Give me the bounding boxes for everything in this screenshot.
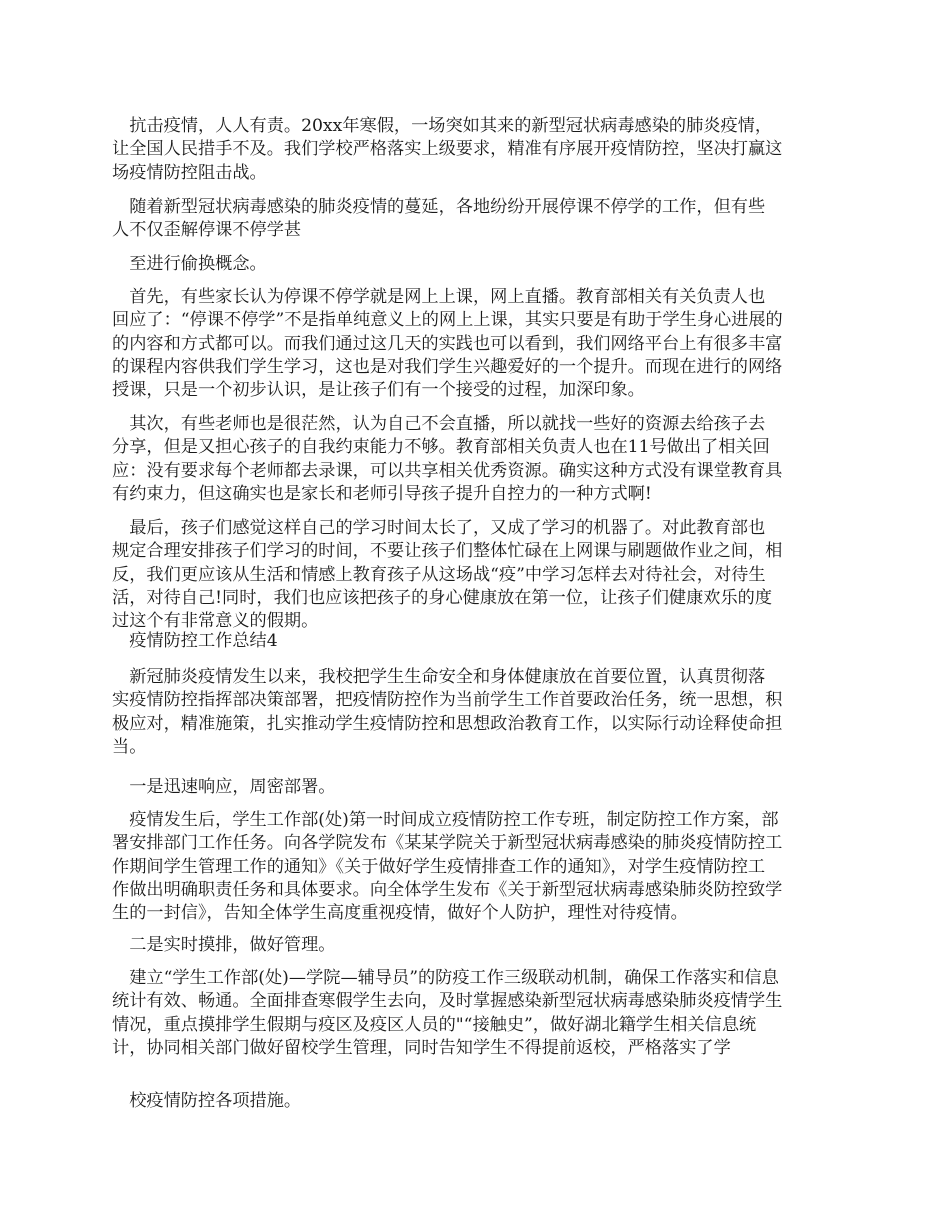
paragraph-screening xyxy=(112,967,838,1060)
text-line: 的课程内容供我们学生学习，这也是对我们学生兴趣爱好的一个提升。而现在进行的网络 xyxy=(112,356,783,377)
text-line: 至进行偷换概念。 xyxy=(112,254,267,274)
text-line: 新冠肺炎疫情发生以来，我校把学生生命安全和身体健康放在首要位置，认真贯彻落 xyxy=(112,667,766,687)
text-line: 计，协同相关部门做好留校学生管理，同时告知学生不得提前返校，严格落实了学 xyxy=(112,1037,731,1058)
subheading-screening xyxy=(112,934,838,957)
text-line: 当。 xyxy=(112,736,147,757)
paragraph-concept xyxy=(112,253,838,276)
paragraph-first xyxy=(112,286,838,402)
text-line: 一是迅速响应，周密部署。 xyxy=(112,777,336,797)
text-line: 作期间学生管理工作的通知》《关于做好学生疫情排查工作的通知》，对学生疫情防控工 xyxy=(112,856,766,877)
text-line: 回应了：“停课不停学”不是指单纯意义上的网上上课，其实只要是有助于学生身心进展的 xyxy=(112,310,783,331)
text-line: 署安排部门工作任务。向各学院发布《某某学院关于新型冠状病毒感染的肺炎疫情防控工 xyxy=(112,833,783,854)
paragraph-last xyxy=(112,517,838,633)
text-line: 应：没有要求每个老师都去录课，可以共享相关优秀资源。确实这种方式没有课堂教育具 xyxy=(112,460,783,481)
text-line: 情况，重点摸排学生假期与疫区及疫区人员的"“接触史”，做好湖北籍学生相关信息统 xyxy=(112,1014,757,1035)
text-line: 统计有效、畅通。全面排查寒假学生去向，及时掌握感染新型冠状病毒感染肺炎疫情学生 xyxy=(112,991,783,1012)
text-line: 规定合理安排孩子们学习的时间，不要让孩子们整体忙碌在上网课与刷题做作业之间，相 xyxy=(112,541,783,562)
paragraph-spread xyxy=(112,196,838,243)
text-line: 建立“学生工作部(处)—学院—辅导员”的防疫工作三级联动机制，确保工作落实和信息 xyxy=(112,968,779,988)
text-line: 实疫情防控指挥部决策部署，把疫情防控作为当前学生工作首要政治任务，统一思想，积 xyxy=(112,690,783,711)
text-line: 活，对待自己!同时，我们也应该把孩子的身心健康放在第一位，让孩子们健康欢乐的度 xyxy=(112,587,773,608)
paragraph-response xyxy=(112,809,838,925)
text-line: 疫情防控工作总结4 xyxy=(112,631,278,651)
text-line: 随着新型冠状病毒感染的肺炎疫情的蔓延，各地纷纷开展停课不停学的工作，但有些 xyxy=(112,197,766,217)
text-line: 疫情发生后，学生工作部(处)第一时间成立疫情防控工作专班，制定防控工作方案，部 xyxy=(112,810,779,830)
text-line: 场疫情防控阻击战。 xyxy=(112,162,267,183)
paragraph-intro xyxy=(112,115,838,185)
text-line: 有约束力，但这确实也是家长和老师引导孩子提升自控力的一种方式啊! xyxy=(112,483,652,504)
text-line: 的内容和方式都可以。而我们通过这几天的实践也可以看到，我们网络平台上有很多丰富 xyxy=(112,333,783,354)
text-line: 过这个有非常意义的假期。 xyxy=(112,611,319,632)
text-line: 反，我们更应该从生活和情感上教育孩子从这场战“疫”中学习怎样去对待社会，对待生 xyxy=(112,564,766,585)
text-line: 最后，孩子们感觉这样自己的学习时间太长了，又成了学习的机器了。对此教育部也 xyxy=(112,518,766,538)
text-line: 分享，但是又担心孩子的自我约束能力不够。教育部相关负责人也在11号做出了相关回 xyxy=(112,437,770,458)
text-line: 首先，有些家长认为停课不停学就是网上上课，网上直播。教育部相关有关负责人也 xyxy=(112,287,766,307)
section-heading xyxy=(112,630,838,653)
paragraph-summary xyxy=(112,666,838,759)
text-line: 抗击疫情，人人有责。20xx年寒假，一场突如其来的新型冠状病毒感染的肺炎疫情， xyxy=(112,116,773,136)
subheading-response xyxy=(112,776,838,799)
text-line: 让全国人民措手不及。我们学校严格落实上级要求，精准有序展开疫情防控，坚决打赢这 xyxy=(112,139,783,160)
paragraph-measures xyxy=(112,1090,838,1113)
text-line: 其次，有些老师也是很茫然，认为自己不会直播，所以就找一些好的资源去给孩子去 xyxy=(112,414,766,434)
text-line: 授课，只是一个初步认识，是让孩子们有一个接受的过程，加深印象。 xyxy=(112,380,645,401)
text-line: 校疫情防控各项措施。 xyxy=(112,1091,302,1111)
paragraph-second xyxy=(112,413,838,506)
text-line: 极应对，精准施策，扎实推动学生疫情防控和思想政治教育工作，以实际行动诠释使命担 xyxy=(112,713,783,734)
text-line: 人不仅歪解停课不停学甚 xyxy=(112,220,302,241)
text-line: 二是实时摸排，做好管理。 xyxy=(112,935,336,955)
text-line: 作做出明确职责任务和具体要求。向全体学生发布《关于新型冠状病毒感染肺炎防控致学 xyxy=(112,879,783,900)
text-line: 生的一封信》，告知全体学生高度重视疫情，做好个人防护，理性对待疫情。 xyxy=(112,903,688,924)
